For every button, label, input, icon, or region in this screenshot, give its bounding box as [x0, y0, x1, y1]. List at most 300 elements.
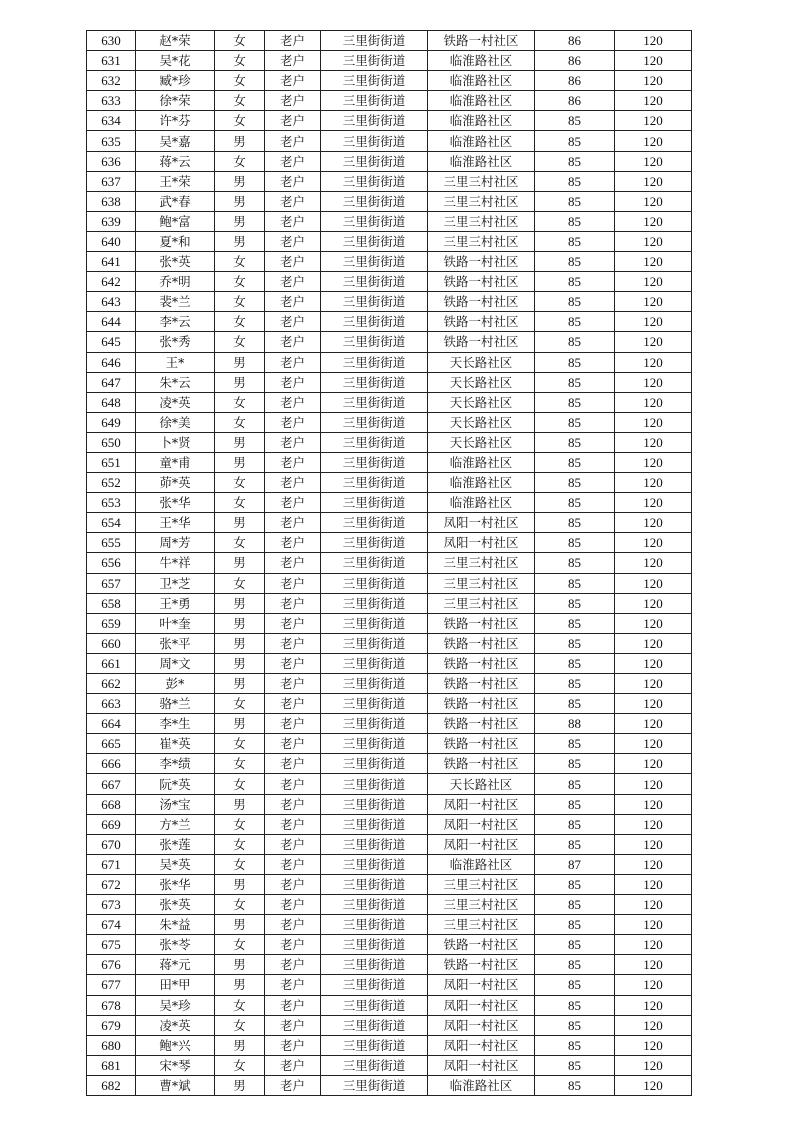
- table-row: [87, 252, 692, 272]
- cell-amount: 120: [615, 774, 692, 794]
- table-row: [87, 995, 692, 1015]
- cell-index: 654: [87, 513, 136, 533]
- cell-name: 凌*英: [136, 1015, 215, 1035]
- cell-amount: 120: [615, 452, 692, 472]
- cell-age: 85: [535, 372, 615, 392]
- cell-community: 凤阳一村社区: [428, 814, 535, 834]
- table-row: [87, 171, 692, 191]
- cell-index: 661: [87, 653, 136, 673]
- cell-gender: 女: [215, 51, 265, 71]
- table-row: [87, 1035, 692, 1055]
- cell-name: 张*苓: [136, 935, 215, 955]
- cell-amount: 120: [615, 1075, 692, 1095]
- cell-amount: 120: [615, 694, 692, 714]
- cell-community: 三里三村社区: [428, 895, 535, 915]
- cell-index: 636: [87, 151, 136, 171]
- cell-amount: 120: [615, 332, 692, 352]
- cell-name: 鲍*富: [136, 211, 215, 231]
- cell-age: 85: [535, 674, 615, 694]
- cell-type: 老户: [265, 292, 321, 312]
- cell-name: 凌*英: [136, 392, 215, 412]
- cell-type: 老户: [265, 131, 321, 151]
- cell-community: 三里三村社区: [428, 573, 535, 593]
- cell-type: 老户: [265, 51, 321, 71]
- cell-type: 老户: [265, 915, 321, 935]
- cell-amount: 120: [615, 674, 692, 694]
- cell-gender: 女: [215, 332, 265, 352]
- cell-gender: 男: [215, 794, 265, 814]
- cell-age: 85: [535, 493, 615, 513]
- cell-gender: 女: [215, 71, 265, 91]
- cell-amount: 120: [615, 754, 692, 774]
- cell-index: 638: [87, 191, 136, 211]
- cell-type: 老户: [265, 412, 321, 432]
- cell-community: 铁路一村社区: [428, 31, 535, 51]
- cell-index: 649: [87, 412, 136, 432]
- cell-gender: 男: [215, 513, 265, 533]
- cell-amount: 120: [615, 653, 692, 673]
- cell-gender: 男: [215, 915, 265, 935]
- cell-community: 临淮路社区: [428, 452, 535, 472]
- table-row: [87, 975, 692, 995]
- cell-name: 张*英: [136, 252, 215, 272]
- cell-gender: 女: [215, 493, 265, 513]
- cell-community: 临淮路社区: [428, 493, 535, 513]
- cell-amount: 120: [615, 895, 692, 915]
- cell-gender: 女: [215, 312, 265, 332]
- cell-street: 三里街街道: [321, 975, 428, 995]
- cell-community: 铁路一村社区: [428, 714, 535, 734]
- cell-community: 三里三村社区: [428, 874, 535, 894]
- cell-type: 老户: [265, 613, 321, 633]
- cell-type: 老户: [265, 955, 321, 975]
- cell-gender: 男: [215, 975, 265, 995]
- cell-age: 85: [535, 352, 615, 372]
- cell-gender: 男: [215, 452, 265, 472]
- cell-street: 三里街街道: [321, 131, 428, 151]
- cell-index: 681: [87, 1055, 136, 1075]
- cell-index: 650: [87, 432, 136, 452]
- cell-name: 茆*英: [136, 473, 215, 493]
- cell-type: 老户: [265, 1075, 321, 1095]
- cell-age: 85: [535, 694, 615, 714]
- cell-age: 85: [535, 473, 615, 493]
- cell-index: 666: [87, 754, 136, 774]
- cell-age: 85: [535, 593, 615, 613]
- cell-name: 蒋*元: [136, 955, 215, 975]
- cell-street: 三里街街道: [321, 231, 428, 251]
- cell-age: 85: [535, 895, 615, 915]
- cell-age: 85: [535, 292, 615, 312]
- cell-community: 铁路一村社区: [428, 613, 535, 633]
- cell-street: 三里街街道: [321, 1055, 428, 1075]
- table-row: [87, 71, 692, 91]
- cell-amount: 120: [615, 473, 692, 493]
- cell-amount: 120: [615, 392, 692, 412]
- cell-amount: 120: [615, 1055, 692, 1075]
- cell-name: 臧*珍: [136, 71, 215, 91]
- cell-street: 三里街街道: [321, 734, 428, 754]
- cell-index: 669: [87, 814, 136, 834]
- cell-amount: 120: [615, 372, 692, 392]
- cell-street: 三里街街道: [321, 31, 428, 51]
- cell-gender: 男: [215, 593, 265, 613]
- cell-name: 张*华: [136, 874, 215, 894]
- cell-community: 铁路一村社区: [428, 272, 535, 292]
- cell-street: 三里街街道: [321, 91, 428, 111]
- cell-community: 临淮路社区: [428, 111, 535, 131]
- cell-index: 658: [87, 593, 136, 613]
- cell-index: 630: [87, 31, 136, 51]
- cell-amount: 120: [615, 111, 692, 131]
- cell-age: 85: [535, 874, 615, 894]
- cell-index: 676: [87, 955, 136, 975]
- table-row: [87, 352, 692, 372]
- table-row: [87, 312, 692, 332]
- cell-community: 铁路一村社区: [428, 935, 535, 955]
- cell-index: 644: [87, 312, 136, 332]
- cell-type: 老户: [265, 734, 321, 754]
- cell-index: 646: [87, 352, 136, 372]
- cell-community: 铁路一村社区: [428, 955, 535, 975]
- cell-community: 铁路一村社区: [428, 754, 535, 774]
- table-row: [87, 231, 692, 251]
- cell-name: 吴*花: [136, 51, 215, 71]
- cell-street: 三里街街道: [321, 553, 428, 573]
- cell-name: 张*莲: [136, 834, 215, 854]
- cell-amount: 120: [615, 252, 692, 272]
- cell-community: 三里三村社区: [428, 171, 535, 191]
- cell-amount: 120: [615, 975, 692, 995]
- cell-community: 铁路一村社区: [428, 694, 535, 714]
- cell-index: 664: [87, 714, 136, 734]
- cell-type: 老户: [265, 1055, 321, 1075]
- cell-amount: 120: [615, 31, 692, 51]
- cell-gender: 女: [215, 774, 265, 794]
- cell-index: 645: [87, 332, 136, 352]
- cell-amount: 120: [615, 593, 692, 613]
- table-row: [87, 714, 692, 734]
- cell-age: 85: [535, 553, 615, 573]
- cell-gender: 女: [215, 272, 265, 292]
- cell-name: 周*文: [136, 653, 215, 673]
- cell-index: 675: [87, 935, 136, 955]
- cell-community: 临淮路社区: [428, 473, 535, 493]
- cell-street: 三里街街道: [321, 653, 428, 673]
- table-row: [87, 412, 692, 432]
- cell-amount: 120: [615, 513, 692, 533]
- cell-age: 85: [535, 734, 615, 754]
- cell-age: 85: [535, 151, 615, 171]
- cell-type: 老户: [265, 211, 321, 231]
- cell-name: 李*绩: [136, 754, 215, 774]
- cell-gender: 男: [215, 633, 265, 653]
- cell-gender: 女: [215, 854, 265, 874]
- table-row: [87, 915, 692, 935]
- cell-community: 三里三村社区: [428, 553, 535, 573]
- cell-amount: 120: [615, 734, 692, 754]
- cell-community: 临淮路社区: [428, 71, 535, 91]
- cell-name: 李*生: [136, 714, 215, 734]
- cell-street: 三里街街道: [321, 151, 428, 171]
- cell-age: 86: [535, 51, 615, 71]
- cell-age: 86: [535, 91, 615, 111]
- cell-amount: 120: [615, 553, 692, 573]
- cell-gender: 男: [215, 674, 265, 694]
- cell-community: 凤阳一村社区: [428, 1015, 535, 1035]
- cell-name: 裴*兰: [136, 292, 215, 312]
- cell-street: 三里街街道: [321, 312, 428, 332]
- cell-community: 铁路一村社区: [428, 633, 535, 653]
- cell-community: 天长路社区: [428, 392, 535, 412]
- cell-amount: 120: [615, 1035, 692, 1055]
- cell-type: 老户: [265, 895, 321, 915]
- cell-amount: 120: [615, 292, 692, 312]
- cell-amount: 120: [615, 995, 692, 1015]
- table-row: [87, 31, 692, 51]
- cell-gender: 女: [215, 694, 265, 714]
- table-row: [87, 1055, 692, 1075]
- cell-age: 87: [535, 854, 615, 874]
- cell-street: 三里街街道: [321, 754, 428, 774]
- cell-type: 老户: [265, 714, 321, 734]
- cell-amount: 120: [615, 613, 692, 633]
- table-row: [87, 895, 692, 915]
- cell-name: 王*: [136, 352, 215, 372]
- cell-gender: 女: [215, 734, 265, 754]
- cell-age: 85: [535, 332, 615, 352]
- cell-street: 三里街街道: [321, 51, 428, 71]
- cell-type: 老户: [265, 533, 321, 553]
- cell-amount: 120: [615, 272, 692, 292]
- cell-type: 老户: [265, 653, 321, 673]
- cell-community: 临淮路社区: [428, 51, 535, 71]
- cell-age: 85: [535, 834, 615, 854]
- cell-type: 老户: [265, 493, 321, 513]
- cell-name: 武*春: [136, 191, 215, 211]
- cell-gender: 女: [215, 412, 265, 432]
- cell-age: 88: [535, 714, 615, 734]
- cell-age: 85: [535, 995, 615, 1015]
- roster-body: [87, 31, 692, 1096]
- cell-community: 铁路一村社区: [428, 734, 535, 754]
- cell-amount: 120: [615, 935, 692, 955]
- table-row: [87, 131, 692, 151]
- cell-name: 王*勇: [136, 593, 215, 613]
- cell-street: 三里街街道: [321, 352, 428, 372]
- cell-type: 老户: [265, 392, 321, 412]
- cell-amount: 120: [615, 432, 692, 452]
- cell-community: 凤阳一村社区: [428, 533, 535, 553]
- table-row: [87, 1075, 692, 1095]
- table-row: [87, 51, 692, 71]
- table-row: [87, 493, 692, 513]
- cell-gender: 女: [215, 814, 265, 834]
- table-row: [87, 653, 692, 673]
- cell-age: 85: [535, 191, 615, 211]
- cell-community: 铁路一村社区: [428, 292, 535, 312]
- cell-amount: 120: [615, 191, 692, 211]
- cell-type: 老户: [265, 473, 321, 493]
- cell-age: 85: [535, 272, 615, 292]
- table-row: [87, 272, 692, 292]
- cell-name: 曹*斌: [136, 1075, 215, 1095]
- cell-gender: 女: [215, 292, 265, 312]
- cell-index: 634: [87, 111, 136, 131]
- cell-community: 天长路社区: [428, 432, 535, 452]
- cell-index: 653: [87, 493, 136, 513]
- cell-gender: 男: [215, 131, 265, 151]
- table-row: [87, 292, 692, 312]
- cell-street: 三里街街道: [321, 935, 428, 955]
- cell-index: 656: [87, 553, 136, 573]
- cell-street: 三里街街道: [321, 452, 428, 472]
- cell-index: 677: [87, 975, 136, 995]
- cell-street: 三里街街道: [321, 191, 428, 211]
- cell-type: 老户: [265, 553, 321, 573]
- cell-name: 田*甲: [136, 975, 215, 995]
- cell-age: 85: [535, 573, 615, 593]
- cell-type: 老户: [265, 814, 321, 834]
- cell-street: 三里街街道: [321, 272, 428, 292]
- cell-gender: 男: [215, 191, 265, 211]
- cell-type: 老户: [265, 674, 321, 694]
- cell-gender: 男: [215, 352, 265, 372]
- table-row: [87, 573, 692, 593]
- cell-name: 徐*荣: [136, 91, 215, 111]
- cell-amount: 120: [615, 633, 692, 653]
- cell-street: 三里街街道: [321, 633, 428, 653]
- cell-type: 老户: [265, 874, 321, 894]
- cell-type: 老户: [265, 975, 321, 995]
- cell-age: 86: [535, 31, 615, 51]
- cell-street: 三里街街道: [321, 171, 428, 191]
- table-row: [87, 874, 692, 894]
- cell-type: 老户: [265, 834, 321, 854]
- cell-street: 三里街街道: [321, 774, 428, 794]
- cell-type: 老户: [265, 191, 321, 211]
- cell-street: 三里街街道: [321, 613, 428, 633]
- cell-name: 骆*兰: [136, 694, 215, 714]
- table-row: [87, 774, 692, 794]
- cell-street: 三里街街道: [321, 493, 428, 513]
- cell-name: 朱*益: [136, 915, 215, 935]
- cell-amount: 120: [615, 573, 692, 593]
- cell-index: 674: [87, 915, 136, 935]
- table-row: [87, 151, 692, 171]
- cell-street: 三里街街道: [321, 915, 428, 935]
- cell-community: 天长路社区: [428, 372, 535, 392]
- cell-age: 85: [535, 392, 615, 412]
- cell-type: 老户: [265, 854, 321, 874]
- cell-type: 老户: [265, 1035, 321, 1055]
- cell-age: 85: [535, 252, 615, 272]
- cell-amount: 120: [615, 854, 692, 874]
- table-row: [87, 332, 692, 352]
- cell-name: 张*秀: [136, 332, 215, 352]
- cell-age: 85: [535, 754, 615, 774]
- cell-type: 老户: [265, 352, 321, 372]
- cell-type: 老户: [265, 593, 321, 613]
- cell-age: 85: [535, 211, 615, 231]
- cell-community: 凤阳一村社区: [428, 513, 535, 533]
- cell-community: 铁路一村社区: [428, 674, 535, 694]
- cell-age: 85: [535, 653, 615, 673]
- cell-community: 临淮路社区: [428, 131, 535, 151]
- cell-type: 老户: [265, 995, 321, 1015]
- cell-name: 鲍*兴: [136, 1035, 215, 1055]
- cell-type: 老户: [265, 272, 321, 292]
- cell-type: 老户: [265, 694, 321, 714]
- cell-name: 王*华: [136, 513, 215, 533]
- cell-community: 临淮路社区: [428, 854, 535, 874]
- cell-street: 三里街街道: [321, 874, 428, 894]
- cell-name: 李*云: [136, 312, 215, 332]
- cell-index: 671: [87, 854, 136, 874]
- cell-type: 老户: [265, 171, 321, 191]
- cell-amount: 120: [615, 151, 692, 171]
- cell-name: 赵*荣: [136, 31, 215, 51]
- cell-name: 吴*英: [136, 854, 215, 874]
- cell-age: 85: [535, 312, 615, 332]
- cell-name: 宋*琴: [136, 1055, 215, 1075]
- cell-name: 阮*英: [136, 774, 215, 794]
- cell-index: 679: [87, 1015, 136, 1035]
- cell-gender: 男: [215, 211, 265, 231]
- cell-gender: 男: [215, 171, 265, 191]
- cell-gender: 女: [215, 1055, 265, 1075]
- table-row: [87, 372, 692, 392]
- cell-street: 三里街街道: [321, 513, 428, 533]
- cell-street: 三里街街道: [321, 533, 428, 553]
- cell-community: 凤阳一村社区: [428, 794, 535, 814]
- cell-community: 凤阳一村社区: [428, 1035, 535, 1055]
- cell-street: 三里街街道: [321, 111, 428, 131]
- cell-amount: 120: [615, 312, 692, 332]
- cell-age: 85: [535, 975, 615, 995]
- cell-name: 叶*奎: [136, 613, 215, 633]
- cell-index: 637: [87, 171, 136, 191]
- table-row: [87, 513, 692, 533]
- cell-age: 86: [535, 71, 615, 91]
- cell-type: 老户: [265, 513, 321, 533]
- cell-index: 665: [87, 734, 136, 754]
- table-row: [87, 392, 692, 412]
- cell-age: 85: [535, 955, 615, 975]
- cell-type: 老户: [265, 794, 321, 814]
- cell-gender: 女: [215, 1015, 265, 1035]
- cell-street: 三里街街道: [321, 432, 428, 452]
- table-row: [87, 955, 692, 975]
- cell-street: 三里街街道: [321, 332, 428, 352]
- cell-street: 三里街街道: [321, 694, 428, 714]
- table-row: [87, 533, 692, 553]
- cell-amount: 120: [615, 352, 692, 372]
- cell-street: 三里街街道: [321, 995, 428, 1015]
- cell-type: 老户: [265, 312, 321, 332]
- cell-gender: 女: [215, 935, 265, 955]
- table-row: [87, 734, 692, 754]
- cell-index: 632: [87, 71, 136, 91]
- cell-type: 老户: [265, 231, 321, 251]
- cell-gender: 男: [215, 372, 265, 392]
- cell-amount: 120: [615, 412, 692, 432]
- table-row: [87, 834, 692, 854]
- cell-age: 85: [535, 171, 615, 191]
- cell-community: 三里三村社区: [428, 231, 535, 251]
- cell-street: 三里街街道: [321, 593, 428, 613]
- table-row: [87, 694, 692, 714]
